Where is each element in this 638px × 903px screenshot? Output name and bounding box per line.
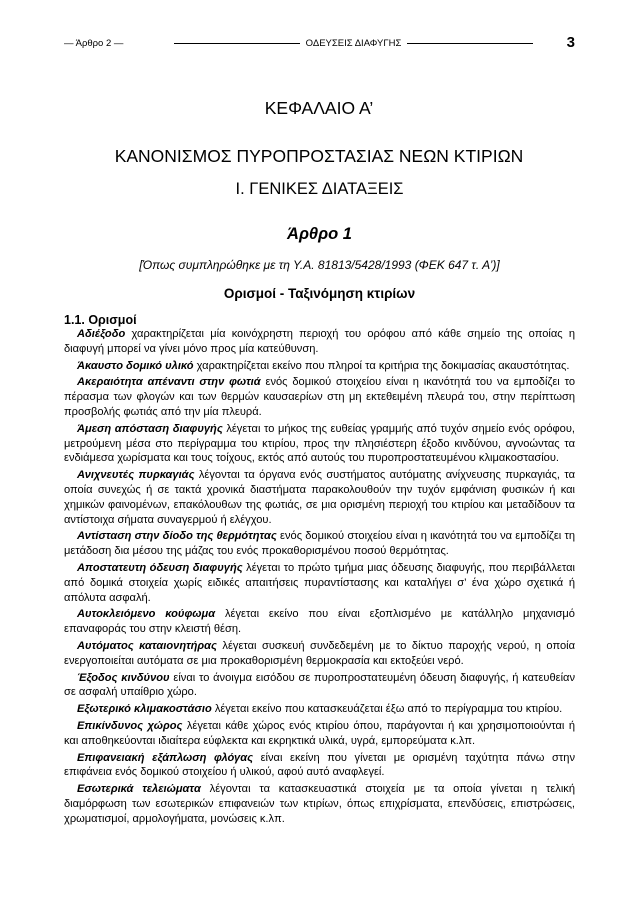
definition-paragraph	[64, 561, 575, 605]
definitions-list	[64, 327, 575, 829]
definition-paragraph	[64, 702, 575, 717]
regulation-title: ΚΑΝΟΝΙΣΜΟΣ ΠΥΡΟΠΡΟΣΤΑΣΙΑΣ ΝΕΩΝ ΚΤΙΡΙΩΝ	[114, 146, 524, 166]
definition-text: λέγεται κάθε χώρος ενός κτιρίου όπου, παράγονται ή και χρησιμοποιούνται ή και αποθηκεύονται ιδιαίτερα εύφλεκτα και εκρηκτικά υλικά, υγρά, εμπορεύματα κ.λπ.	[64, 719, 575, 747]
definition-paragraph	[64, 375, 575, 419]
definition-term: Ακεραιότητα απέναντι στην φωτιά	[77, 376, 261, 389]
definition-text: λέγεται το μήκος της ευθείας γραμμής από τυχόν σημείο ενός ορόφου, μετρούμενη μέσα στο περίγραμμα του κτιρίου, προς την πλησιέστερη έξοδο κινδύνου, αγνοώντας τα ενδιάμεσα χωρίσματα και τους τοίχους, εκτός από αυτούς του πυροπροστατευμένου κλιμακοστασίου.	[64, 422, 575, 465]
definition-term: Επικίνδυνος χώρος	[77, 719, 183, 732]
definition-term: Αποστατευτη όδευση διαφυγής	[77, 561, 243, 574]
definition-term: Επιφανειακή εξάπλωση φλόγας	[77, 751, 254, 764]
definition-paragraph	[64, 607, 575, 637]
definition-paragraph	[64, 468, 575, 527]
definition-paragraph	[64, 327, 575, 357]
definition-text: είναι εκείνη που γίνεται με ορισμένη ταχύτητα πάνω στην επιφάνεια ενός δομικού στοιχείου ή υλικού, αφού αυτό αναφλεγεί.	[64, 751, 575, 779]
definition-paragraph	[64, 639, 575, 669]
header-rule-right	[407, 43, 533, 44]
page-header	[64, 36, 575, 52]
definition-term: Αδιέξοδο	[77, 328, 126, 340]
definition-text: λέγεται εκείνο που κατασκευάζεται έξω από το περίγραμμα του κτιρίου.	[211, 703, 563, 716]
header-section-title	[168, 38, 539, 49]
article-title: Άρθρο 1	[287, 225, 352, 243]
header-article-label: — Άρθρο 2 —	[64, 38, 124, 49]
definition-text: χαρακτηρίζεται μία κοινόχρηστη περιοχή του ορόφου από κάθε σημείο της οποίας η διαφυγή μπορεί να γίνει μόνο προς μία κατεύθυνση.	[64, 328, 575, 355]
definition-paragraph	[64, 719, 575, 749]
definition-text: λέγεται το πρώτο τμήμα μιας όδευσης διαφυγής, που περιβάλλεται από δομικά στοιχεία χωρίς ειδικές απαιτήσεις πυραντίστασης και καταλήγει σ’ ένα χώρο σχετικά ή απόλυτα ασφαλή.	[64, 561, 575, 604]
definition-term: Αντίσταση στην δίοδο της θερμότητας	[77, 530, 277, 543]
definition-paragraph	[64, 751, 575, 781]
definition-text: λέγονται τα όργανα ενός συστήματος αυτόματης ανίχνευσης πυρκαγιάς, τα οποία συνεχώς ή σε τακτά χρονικά διαστήματα παρακολουθούν την τυχόν εμφάνιση φυσικών ή και χημικών φαινομένων, επακόλουθων της φωτιάς, σε μια ορισμένη περιοχή του κτιρίου και μεταδίδουν τα αντίστοιχα σήματα συναγερμού ή ελέγχου.	[64, 469, 576, 526]
chapter-title: ΚΕΦΑΛΑΙΟ Α’	[264, 98, 374, 118]
definition-text: λέγονται τα κατασκευαστικά στοιχεία με τα οποία γίνεται η τελική διαμόρφωση των εσωτερικών επιφανειών των κτιρίων, όπως επιχρίσματα, επενδύσεις, επιστρώσεις, χρωματισμοί, αρμολογήματα, μονώσεις κ.λπ.	[64, 783, 576, 825]
definition-paragraph	[64, 671, 575, 701]
definition-paragraph	[64, 422, 575, 466]
page-number: 3	[566, 34, 575, 51]
definition-text: λέγεται εκείνο που είναι εξοπλισμένο με κατάλληλο μηχανισμό επαναφοράς του στην κλειστή θέση.	[64, 608, 575, 636]
definition-text: ενός δομικού στοιχείου είναι η ικανότητά του να εμποδίζει τη μετάδοση δια μέσου της μάζας του ενός προκαθορισμένου ποσού θερμότητας.	[64, 530, 575, 558]
section-heading: 1.1. Ορισμοί	[64, 313, 137, 327]
definition-term: Άμεση απόσταση διαφυγής	[77, 422, 223, 435]
definition-text: είναι το άνοιγμα εισόδου σε πυροπροστατευμένη όδευση διαφυγής, ή κατευθείαν σε ασφαλή υπαίθριο χώρο.	[64, 671, 575, 699]
definition-term: Εσωτερικά τελειώματα	[77, 783, 201, 796]
article-subtitle: Ορισμοί - Ταξινόμηση κτιρίων	[223, 286, 416, 301]
definition-paragraph	[64, 529, 575, 559]
definition-term: Έξοδος κινδύνου	[77, 671, 170, 684]
definition-paragraph	[64, 359, 575, 374]
definition-text: ενός δομικού στοιχείου είναι η ικανότητά του να εμποδίζει το πέρασμα των φλογών και των θερμών καυσαερίων στη μη εκτεθειμένη πλευρά του, στην περίπτωση προσβολής φωτιάς από την μία πλευρά.	[64, 376, 575, 418]
definition-text: λέγεται συσκευή συνδεδεμένη με το δίκτυο παροχής νερού, η οποία ενεργοποιείται αυτόματα σε μια προκαθορισμένη θερμοκρασία και εκτοξεύει νερό.	[64, 639, 575, 667]
definition-term: Άκαυστο δομικό υλικό	[77, 359, 194, 372]
definition-term: Ανιχνευτές πυρκαγιάς	[77, 469, 195, 482]
definition-term: Αυτοκλειόμενο κούφωμα	[77, 608, 216, 621]
header-rule-left	[174, 43, 300, 44]
part-title: Ι. ΓΕΝΙΚΕΣ ΔΙΑΤΑΞΕΙΣ	[235, 180, 404, 198]
header-section-label: ΟΔΕΥΣΕΙΣ ΔΙΑΦΥΓΗΣ	[305, 38, 402, 49]
amendment-note: [Όπως συμπληρώθηκε με τη Υ.Α. 81813/5428/1993 (ΦΕΚ 647 τ. Α’)]	[139, 258, 500, 272]
definition-term: Αυτόματος καταιονητήρας	[77, 639, 217, 652]
definition-paragraph	[64, 782, 575, 826]
definition-term: Εξωτερικό κλιμακοστάσιο	[77, 703, 212, 716]
definition-text: χαρακτηρίζεται εκείνο που πληροί τα κριτήρια της δοκιμασίας ακαυστότητας.	[193, 359, 570, 372]
